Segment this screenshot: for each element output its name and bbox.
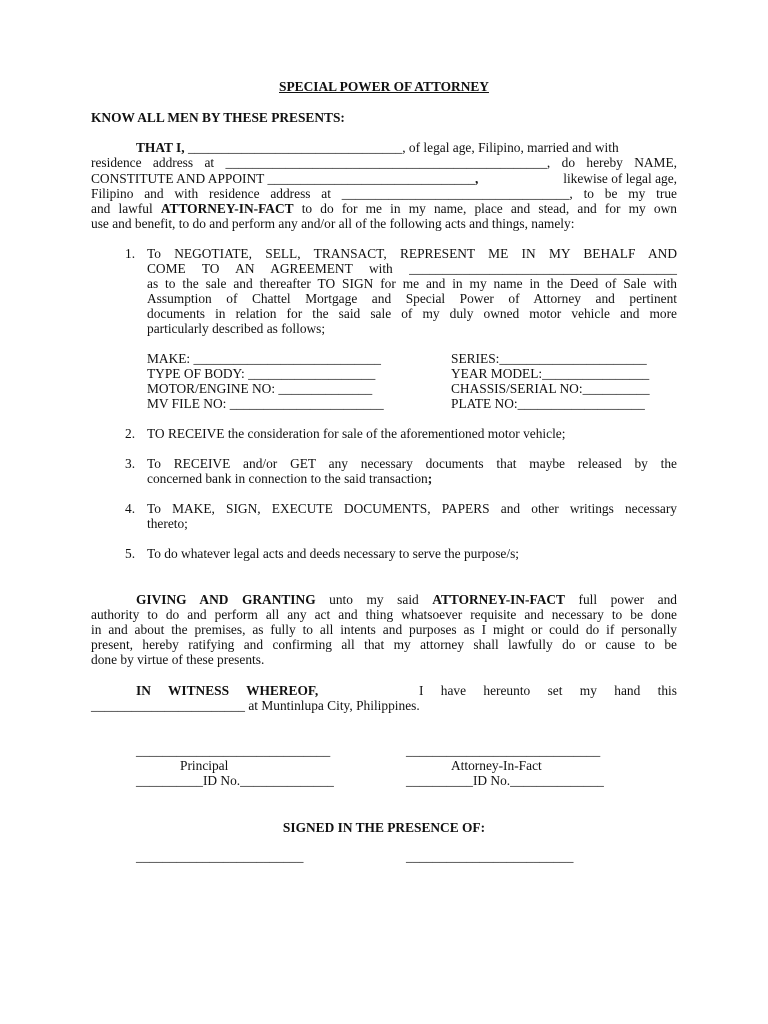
- giving-unto-text: unto my said: [315, 592, 433, 607]
- principal-name-blank: ________________________________, of legal age, Filipino, married and with: [184, 140, 619, 155]
- attorney-in-fact-term: ATTORNEY-IN-FACT: [160, 201, 294, 216]
- item-1-line-2: COME TO AN AGREEMENT with ________________________________________: [147, 261, 677, 276]
- mv-file-field: MV FILE NO: _______________________: [147, 396, 384, 411]
- item-1-line-1: To NEGOTIATE, SELL, TRANSACT, REPRESENT ME IN MY BEHALF AND: [147, 246, 677, 261]
- attorney-signature-line: _____________________________: [406, 743, 601, 758]
- giving-granting-term: GIVING AND GRANTING: [136, 592, 316, 607]
- year-model-field: YEAR MODEL:________________: [451, 366, 650, 381]
- item-3-line-2: [147, 471, 432, 486]
- attorney-label: Attorney-In-Fact: [451, 758, 542, 773]
- giving-line-2: authority to do and perform all any act and thing whatsoever requisite and necessary to be done: [91, 607, 677, 622]
- witness-line-1: [136, 683, 677, 698]
- chassis-serial-field: CHASSIS/SERIAL NO:__________: [451, 381, 650, 396]
- item-4-line-2: thereto;: [147, 516, 188, 531]
- item-5-number: 5.: [125, 546, 136, 561]
- item-4-number: 4.: [125, 501, 136, 516]
- principal-id-field: __________ID No.______________: [136, 773, 334, 788]
- plate-field: PLATE NO:___________________: [451, 396, 645, 411]
- item-2-number: 2.: [125, 426, 136, 441]
- item-3-number: 3.: [125, 456, 136, 471]
- intro-line-2: residence address at ________________________________________________, do hereby NAME,: [91, 155, 677, 170]
- giving-line-1: [136, 592, 677, 607]
- stead-text: to do for me in my name, place and stead, and for my own: [293, 201, 677, 216]
- item-1-line-5: documents in relation for the said sale of my duly owned motor vehicle and more: [147, 306, 677, 321]
- item-2-text: TO RECEIVE the consideration for sale of the aforementioned motor vehicle;: [147, 426, 566, 441]
- item-4-line-1: To MAKE, SIGN, EXECUTE DOCUMENTS, PAPERS and other writings necessary: [147, 501, 677, 516]
- witness-2-signature-line: _________________________: [406, 849, 574, 864]
- witness-whereof-term: IN WITNESS WHEREOF,: [136, 683, 319, 698]
- item-3-semicolon: ;: [427, 471, 433, 486]
- item-3-line-2-text: concerned bank in connection to the said transaction: [147, 471, 428, 486]
- giving-line-3: in and about the premises, as fully to all intents and purposes as I might or could do if personally: [91, 622, 677, 637]
- intro-line-5: [91, 201, 677, 216]
- witness-hand-text: I have hereunto set my hand this: [418, 683, 677, 698]
- motor-engine-field: MOTOR/ENGINE NO: ______________: [147, 381, 373, 396]
- constitute-text: CONSTITUTE AND APPOINT _______________________________: [91, 171, 475, 186]
- principal-signature-line: _____________________________: [136, 743, 331, 758]
- giving-line-4: present, hereby ratifying and confirming all that my attorney shall lawfully do or cause to be: [91, 637, 677, 652]
- item-5-text: To do whatever legal acts and deeds necessary to serve the purpose/s;: [147, 546, 520, 561]
- witness-line-2: _______________________ at Muntinlupa City, Philippines.: [91, 698, 420, 713]
- presence-heading: SIGNED IN THE PRESENCE OF:: [282, 820, 486, 835]
- know-all-heading: KNOW ALL MEN BY THESE PRESENTS:: [91, 110, 345, 125]
- witness-1-signature-line: _________________________: [136, 849, 304, 864]
- comma: ,: [475, 171, 479, 186]
- giving-full-power-text: full power and: [564, 592, 677, 607]
- giving-line-5: done by virtue of these presents.: [91, 652, 265, 667]
- legal-age-text: likewise of legal age,: [563, 171, 677, 186]
- intro-line-6: use and benefit, to do and perform any and/or all of the following acts and things, namely:: [91, 216, 575, 231]
- document-title: SPECIAL POWER OF ATTORNEY: [279, 79, 489, 94]
- item-1-number: 1.: [125, 246, 136, 261]
- giving-attorney-term: ATTORNEY-IN-FACT: [432, 592, 565, 607]
- that-i-label: THAT I,: [136, 140, 185, 155]
- intro-line-3: [91, 171, 677, 186]
- item-1-line-3: as to the sale and thereafter TO SIGN for me and in my name in the Deed of Sale with: [147, 276, 677, 291]
- item-1-line-4: Assumption of Chattel Mortgage and Special Power of Attorney and pertinent: [147, 291, 677, 306]
- item-1-line-6: particularly described as follows;: [147, 321, 326, 336]
- principal-label: Principal: [180, 758, 229, 773]
- lawful-text: and lawful: [91, 201, 161, 216]
- attorney-id-field: __________ID No.______________: [406, 773, 604, 788]
- intro-line-1: [91, 140, 677, 155]
- intro-line-4: Filipino and with residence address at __________________________________, to be my true: [91, 186, 677, 201]
- make-field: MAKE: ____________________________: [147, 351, 381, 366]
- body-type-field: TYPE OF BODY: ___________________: [147, 366, 376, 381]
- series-field: SERIES:______________________: [451, 351, 647, 366]
- item-3-line-1: To RECEIVE and/or GET any necessary documents that maybe released by the: [147, 456, 677, 471]
